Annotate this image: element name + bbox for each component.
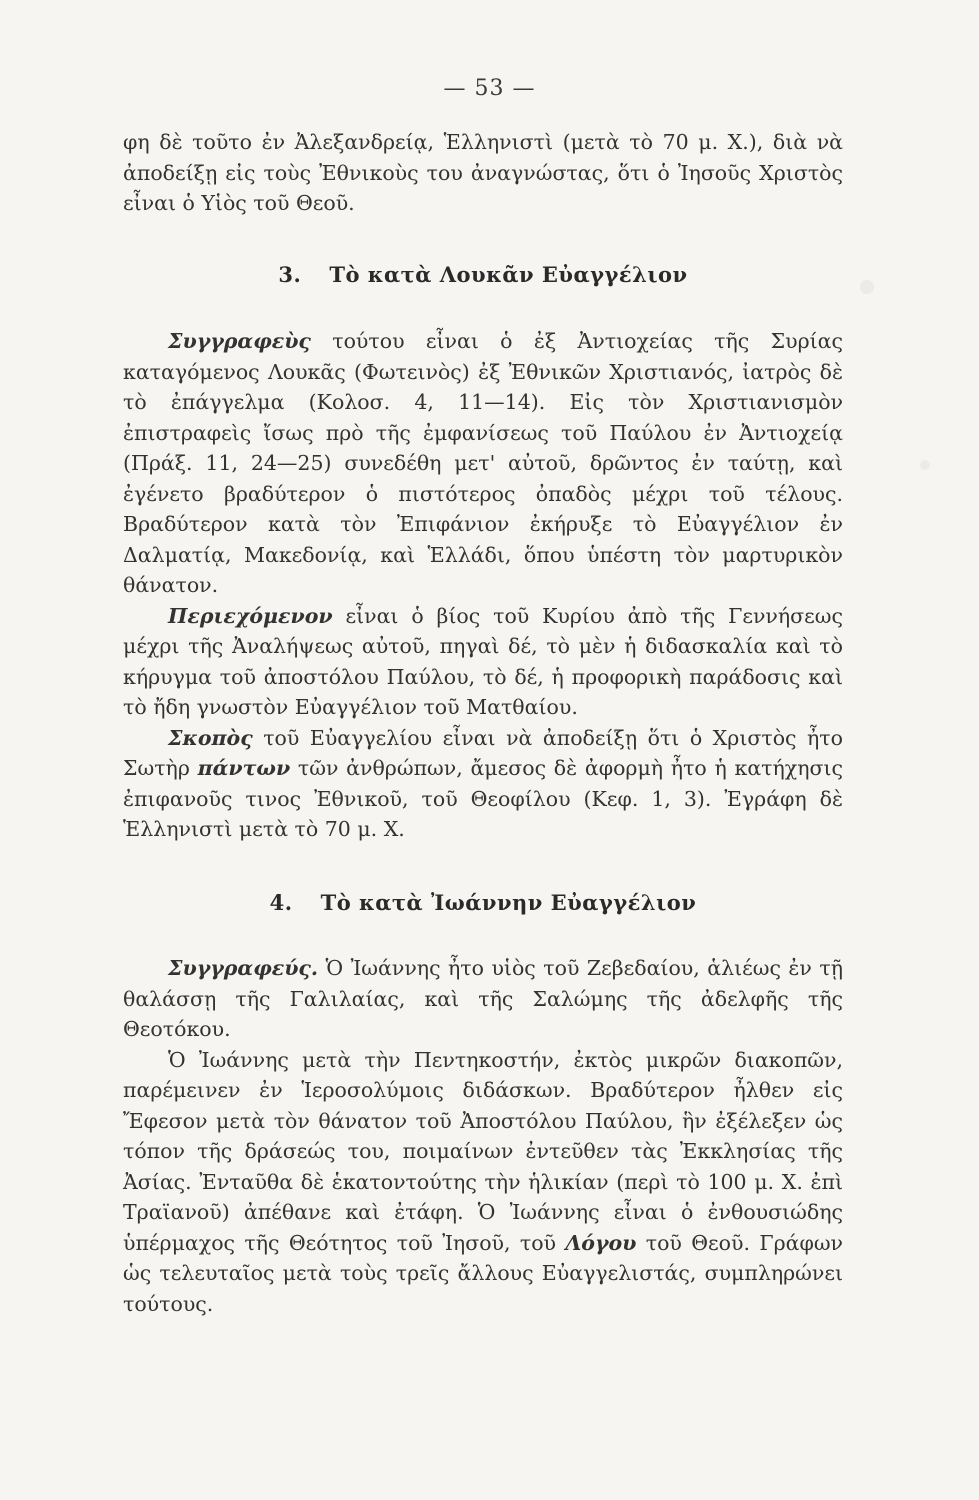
content-text: εἶναι ὁ βίος τοῦ Κυρίου ἀπὸ τῆς Γεννήσεως μέχρι τῆς Ἀναλήψεως αὐτοῦ, πηγαὶ δέ, τὸ μὲν ἡ διδασκαλία καὶ τὸ κήρυγμα τοῦ ἀποστόλου Παύλου, τὸ δέ, ἡ προφορικὴ παράδοσις καὶ τὸ ἤδη γνωστὸν Εὐαγγέλιον τοῦ Ματθαίου. (123, 603, 843, 719)
purpose-text-a: τοῦ Εὐαγγελίου εἶναι νὰ ἀποδείξῃ ὅτι ὁ Χριστὸς ἦτο Σωτὴρ (123, 725, 843, 780)
purpose-text-b: τῶν ἀνθρώπων, ἄμεσος δὲ ἀφορμὴ ἦτο ἡ κατήχησις ἐπιφανοῦς τινος Ἐθνικοῦ, τοῦ Θεοφίλου (Κεφ. 1, 3). Ἐγράφη δὲ Ἑλληνιστὶ μετὰ τὸ 70 μ. Χ. (123, 756, 844, 841)
john-life-text-b: τοῦ Θεοῦ. Γράφων ὡς τελευταῖος μετὰ τοὺς τρεῖς ἄλλους Εὐαγγελιστάς, συμπληρώνει τούτους. (123, 1230, 843, 1316)
paper-spot (920, 460, 930, 470)
content-paragraph (123, 601, 843, 723)
section-3-title: Τὸ κατὰ Λουκᾶν Εὐαγγέλιον (329, 262, 688, 287)
content-label: Περιεχόμενον (168, 603, 333, 628)
purpose-paragraph (123, 723, 843, 845)
paper-spot (860, 280, 874, 294)
john-life-paragraph (123, 1045, 843, 1320)
author-label: Συγγραφεὺς (168, 329, 311, 353)
intro-paragraph (123, 127, 843, 219)
page-number: — 53 — (443, 76, 536, 101)
john-life-text-a: Ὁ Ἰωάννης μετὰ τὴν Πεντηκοστήν, ἐκτὸς μικρῶν διακοπῶν, παρέμεινεν ἐν Ἱεροσολύμοις διδάσκων. Βραδύτερον ἦλθεν εἰς Ἔφεσον μετὰ τὸν θάνατον τοῦ Ἀποστόλου Παύλου, ἣν ἐξέλεξεν ὡς τόπον τῆς δράσεώς του, ποιμαίνων ἐντεῦθεν τὰς Ἐκκλησίας τῆς Ἀσίας. Ἐνταῦθα δὲ ἑκατοντούτης τὴν ἡλικίαν (περὶ τὸ 100 μ. Χ. ἐπὶ Τραϊανοῦ) ἀπέθανε καὶ ἐτάφη. Ὁ Ἰωάννης εἶναι ὁ ἐνθουσιώδης ὑπέρμαχος τῆς Θεότητος τοῦ Ἰησοῦ, τοῦ (123, 1047, 843, 1255)
section-3-heading (123, 262, 843, 287)
john-author-paragraph (123, 953, 843, 1045)
section-3-number: 3. (278, 262, 302, 287)
section-4-number: 4. (269, 890, 293, 915)
john-author-text: Ὁ Ἰωάννης ἦτο υἱὸς τοῦ Ζεβεδαίου, ἁλιέως ἐν τῇ θαλάσσῃ τῆς Γαλιλαίας, καὶ τῆς Σαλώμης τῆς ἀδελφῆς τῆς Θεοτόκου. (123, 956, 843, 1041)
john-life-emphasis: Λόγου (565, 1230, 637, 1255)
purpose-emphasis: πάντων (197, 756, 291, 780)
author-paragraph (123, 326, 843, 601)
author-text: τούτου εἶναι ὁ ἐξ Ἀντιοχείας τῆς Συρίας καταγόμενος Λουκᾶς (Φωτεινὸς) ἐξ Ἐθνικῶν Χριστιανός, ἰατρὸς δὲ τὸ ἐπάγγελμα (Κολοσ. 4, 11—14). Εἰς τὸν Χριστιανισμὸν ἐπιστραφεὶς ἴσως πρὸ τῆς ἐμφανίσεως τοῦ Παύλου ἐν Ἀντιοχείᾳ (Πράξ. 11, 24—25) συνεδέθη μετ' αὐτοῦ, δρῶντος ἐν ταύτῃ, καὶ ἐγένετο βραδύτερον ὁ πιστότερος ὀπαδὸς μέχρι τοῦ τέλους. Βραδύτερον κατὰ τὸν Ἐπιφάνιον ἐκήρυξε τὸ Εὐαγγέλιον ἐν Δαλματίᾳ, Μακεδονίᾳ, καὶ Ἑλλάδι, ὅπου ὑπέστη τὸν μαρτυρικὸν θάνατον. (123, 329, 843, 597)
intro-text: φη δὲ τοῦτο ἐν Ἀλεξανδρείᾳ, Ἑλληνιστὶ (μετὰ τὸ 70 μ. Χ.), διὰ νὰ ἀποδείξῃ εἰς τοὺς Ἐθνικοὺς του ἀναγνώστας, ὅτι ὁ Ἰησοῦς Χριστὸς εἶναι ὁ Υἱὸς τοῦ Θεοῦ. (123, 130, 843, 215)
section-3-body (123, 326, 843, 845)
john-author-label: Συγγραφεύς. (168, 956, 319, 980)
purpose-label: Σκοπὸς (168, 725, 253, 750)
section-4-heading (123, 890, 843, 915)
section-4-title: Τὸ κατὰ Ἰωάννην Εὐαγγέλιον (320, 890, 697, 915)
section-4-body (123, 953, 843, 1319)
